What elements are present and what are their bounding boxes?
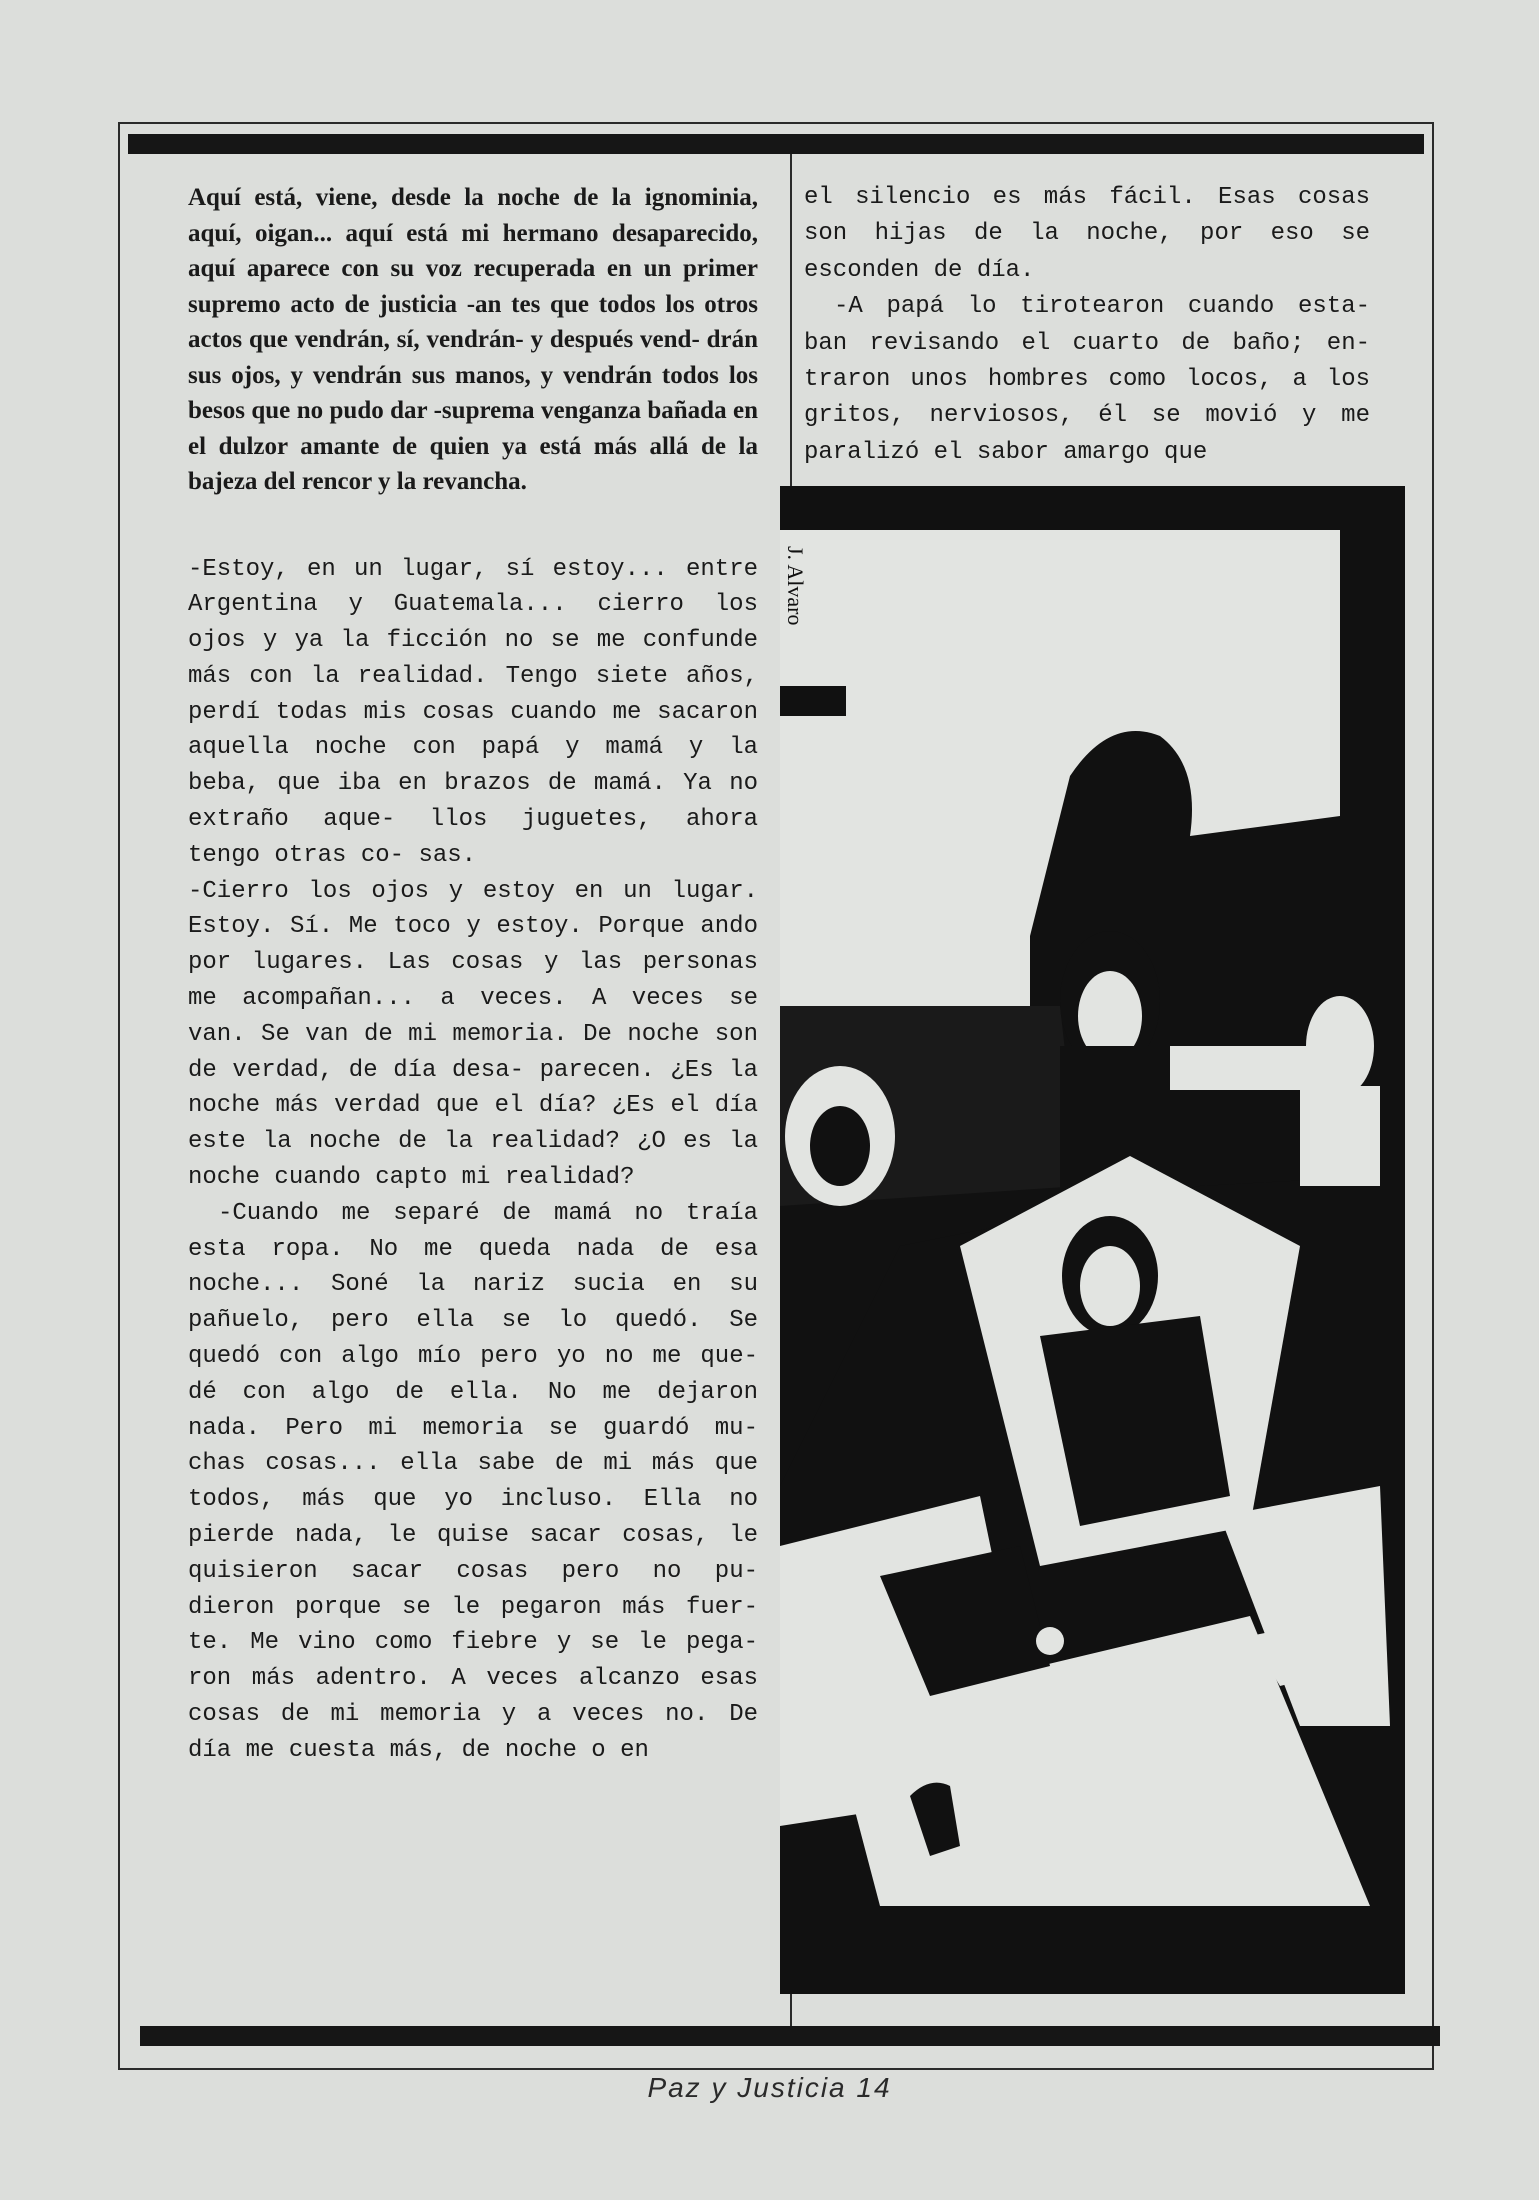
page-footer: Paz y Justicia 14 xyxy=(647,2072,892,2103)
right-column xyxy=(804,180,1370,471)
right-paragraph-1: el silencio es más fácil. Esas cosas son hijas de la noche, por eso se esconden de día. xyxy=(804,184,1370,284)
bottom-rule xyxy=(140,2026,1440,2046)
intro-paragraph: Aquí está, viene, desde la noche de la ignominia, aquí, oigan... aquí está mi hermano desaparecido, aquí aparece con su voz recuperada en un primer supremo acto de justicia -an tes que todos los otros actos que vendrán, sí, vendrán- y después vend- drán sus ojos, y vendrán sus manos, y vendrán todos los besos que no pudo dar -suprema venganza bañada en el dulzor amante de quien ya está más allá de la bajeza del rencor y la revancha. xyxy=(188,184,758,495)
left-column xyxy=(188,180,758,1769)
woodcut-illustration xyxy=(780,486,1405,1994)
illustration-signature: J. Alvaro xyxy=(783,546,808,626)
right-paragraph-2: -A papá lo tirotearon cuando esta- ban revisando el cuarto de baño; en- traron unos hombres como locos, a los gritos, nerviosos, él se movió y me paralizó el sabor amargo que xyxy=(804,293,1370,466)
top-rule xyxy=(128,134,1424,154)
body-paragraph-1: -Estoy, en un lugar, sí estoy... entre Argentina y Guatemala... cierro los ojos y ya la ficción no se me confunde más con la realidad. Tengo siete años, perdí todas mis cosas cuando me sacaron aquella noche con papá y mamá y la beba, que iba en brazos de mamá. Ya no extraño aque- llos juguetes, ahora tengo otras co- sas. xyxy=(188,555,758,869)
body-paragraph-2: -Cierro los ojos y estoy en un lugar. Estoy. Sí. Me toco y estoy. Porque ando por lugares. Las cosas y las personas me acompañan... a veces. A veces se van. Se van de mi memoria. De noche son de verdad, de día desa- parecen. ¿Es la noche más verdad que el día? ¿Es el día este la noche de la realidad? ¿O es la noche cuando capto mi realidad? xyxy=(188,877,758,1192)
body-paragraph-3: -Cuando me separé de mamá no traía esta ropa. No me queda nada de esa noche... Soné la nariz sucia en su pañuelo, pero ella se lo quedó. Se quedó con algo mío pero yo no me que- dé con algo de ella. No me dejaron nada. Pero mi memoria se guardó mu- chas cosas... ella sabe de mi más que todos, más que yo incluso. Ella no pierde nada, le quise sacar cosas, le quisieron sacar cosas pero no pu- dieron porque se le pegaron más fuer- te. Me vino como fiebre y se le pega- ron más adentro. A veces alcanzo esas cosas de mi memoria y a veces no. De día me cuesta más, de noche o en xyxy=(188,1199,758,1764)
woodcut-illustration-graphic xyxy=(780,486,1405,1994)
